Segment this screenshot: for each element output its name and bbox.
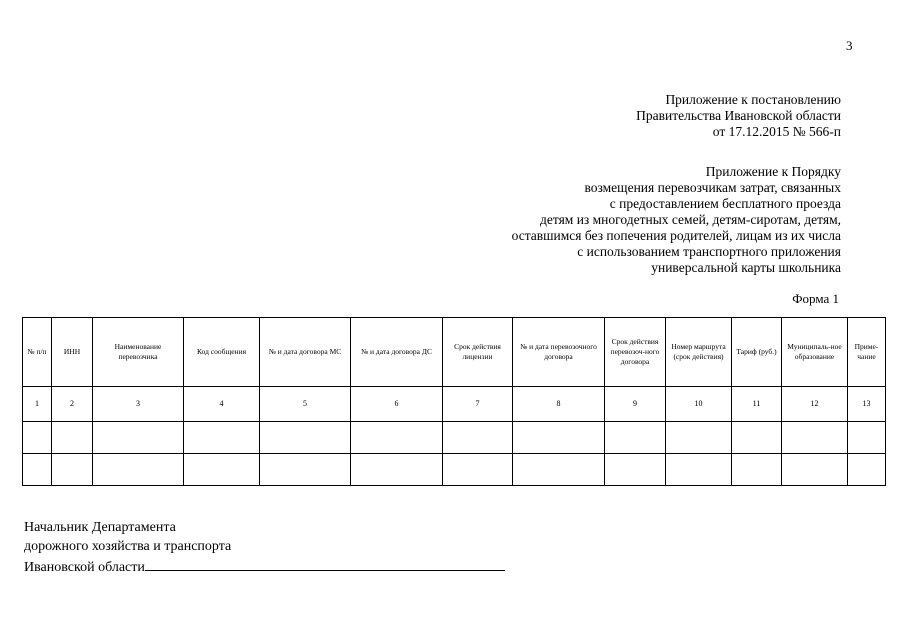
form-label: Форма 1 [792,291,839,306]
column-number: 2 [52,387,93,422]
column-header: № п/п [23,318,52,387]
table-cell[interactable] [443,454,513,486]
appendix-line: Приложение к Порядку [705,164,841,179]
appendix-line: с предоставлением бесплатного проезда [609,196,841,211]
appendix-line: универсальной карты школьника [651,260,841,275]
table-cell[interactable] [351,454,443,486]
appendix-line: с использованием транспортного приложения [577,244,841,259]
table-cell[interactable] [848,422,886,454]
column-header: Срок действия перевозоч-ного договора [605,318,666,387]
appendix-line: детям из многодетных семей, детям-сиротам, детям, [540,212,841,227]
table-cell[interactable] [513,454,605,486]
table-header-row [23,318,886,387]
column-number: 11 [732,387,782,422]
table-row [23,422,886,454]
appendix-line: оставшимся без попечения родителей, лицам из их числа [511,228,841,243]
column-number: 12 [782,387,848,422]
column-header: Приме-чание [848,318,886,387]
column-header: Код сообщения [184,318,260,387]
page-number: 3 [846,38,853,53]
table-cell[interactable] [93,454,184,486]
signature-line[interactable] [145,556,505,571]
appendix-line: от 17.12.2015 № 566-п [712,124,841,139]
carrier-table [22,317,886,486]
table-cell[interactable] [666,422,732,454]
table-cell[interactable] [52,454,93,486]
table-cell[interactable] [605,422,666,454]
table-cell[interactable] [782,422,848,454]
column-number: 13 [848,387,886,422]
table-cell[interactable] [848,454,886,486]
column-header: № и дата договора ДС [351,318,443,387]
table-cell[interactable] [666,454,732,486]
column-header: Тариф (руб.) [732,318,782,387]
column-number: 7 [443,387,513,422]
table-cell[interactable] [732,454,782,486]
table-cell[interactable] [52,422,93,454]
column-number: 9 [605,387,666,422]
table-cell[interactable] [605,454,666,486]
signature-title: дорожного хозяйства и транспорта [24,539,232,554]
table-cell[interactable] [443,422,513,454]
table-cell[interactable] [23,422,52,454]
table-cell[interactable] [351,422,443,454]
column-number: 4 [184,387,260,422]
column-header: Срок действия лицензии [443,318,513,387]
column-number-row [23,387,886,422]
table-cell[interactable] [732,422,782,454]
table-cell[interactable] [782,454,848,486]
appendix-line: Правительства Ивановской области [636,108,841,123]
table-cell[interactable] [260,454,351,486]
column-number: 5 [260,387,351,422]
table-cell[interactable] [184,422,260,454]
table-row [23,454,886,486]
table-cell[interactable] [260,422,351,454]
table-cell[interactable] [93,422,184,454]
column-number: 6 [351,387,443,422]
appendix-to-procedure [512,164,841,276]
column-number: 8 [513,387,605,422]
appendix-to-resolution [636,92,841,140]
signature-title: Ивановской области [24,560,145,575]
column-header: ИНН [52,318,93,387]
table-cell[interactable] [513,422,605,454]
column-number: 1 [23,387,52,422]
appendix-line: Приложение к постановлению [665,92,841,107]
column-header: Наименование перевозчика [93,318,184,387]
table-cell[interactable] [184,454,260,486]
column-header: Муниципаль-ное образование [782,318,848,387]
appendix-line: возмещения перевозчикам затрат, связанных [584,180,841,195]
column-number: 3 [93,387,184,422]
column-header: № и дата договора МС [260,318,351,387]
column-header: № и дата перевозочного договора [513,318,605,387]
column-header: Номер маршрута (срок действия) [666,318,732,387]
signature-title: Начальник Департамента [24,520,176,535]
table-cell[interactable] [23,454,52,486]
signature-title-row [24,556,505,577]
column-number: 10 [666,387,732,422]
signature-block [24,518,505,577]
